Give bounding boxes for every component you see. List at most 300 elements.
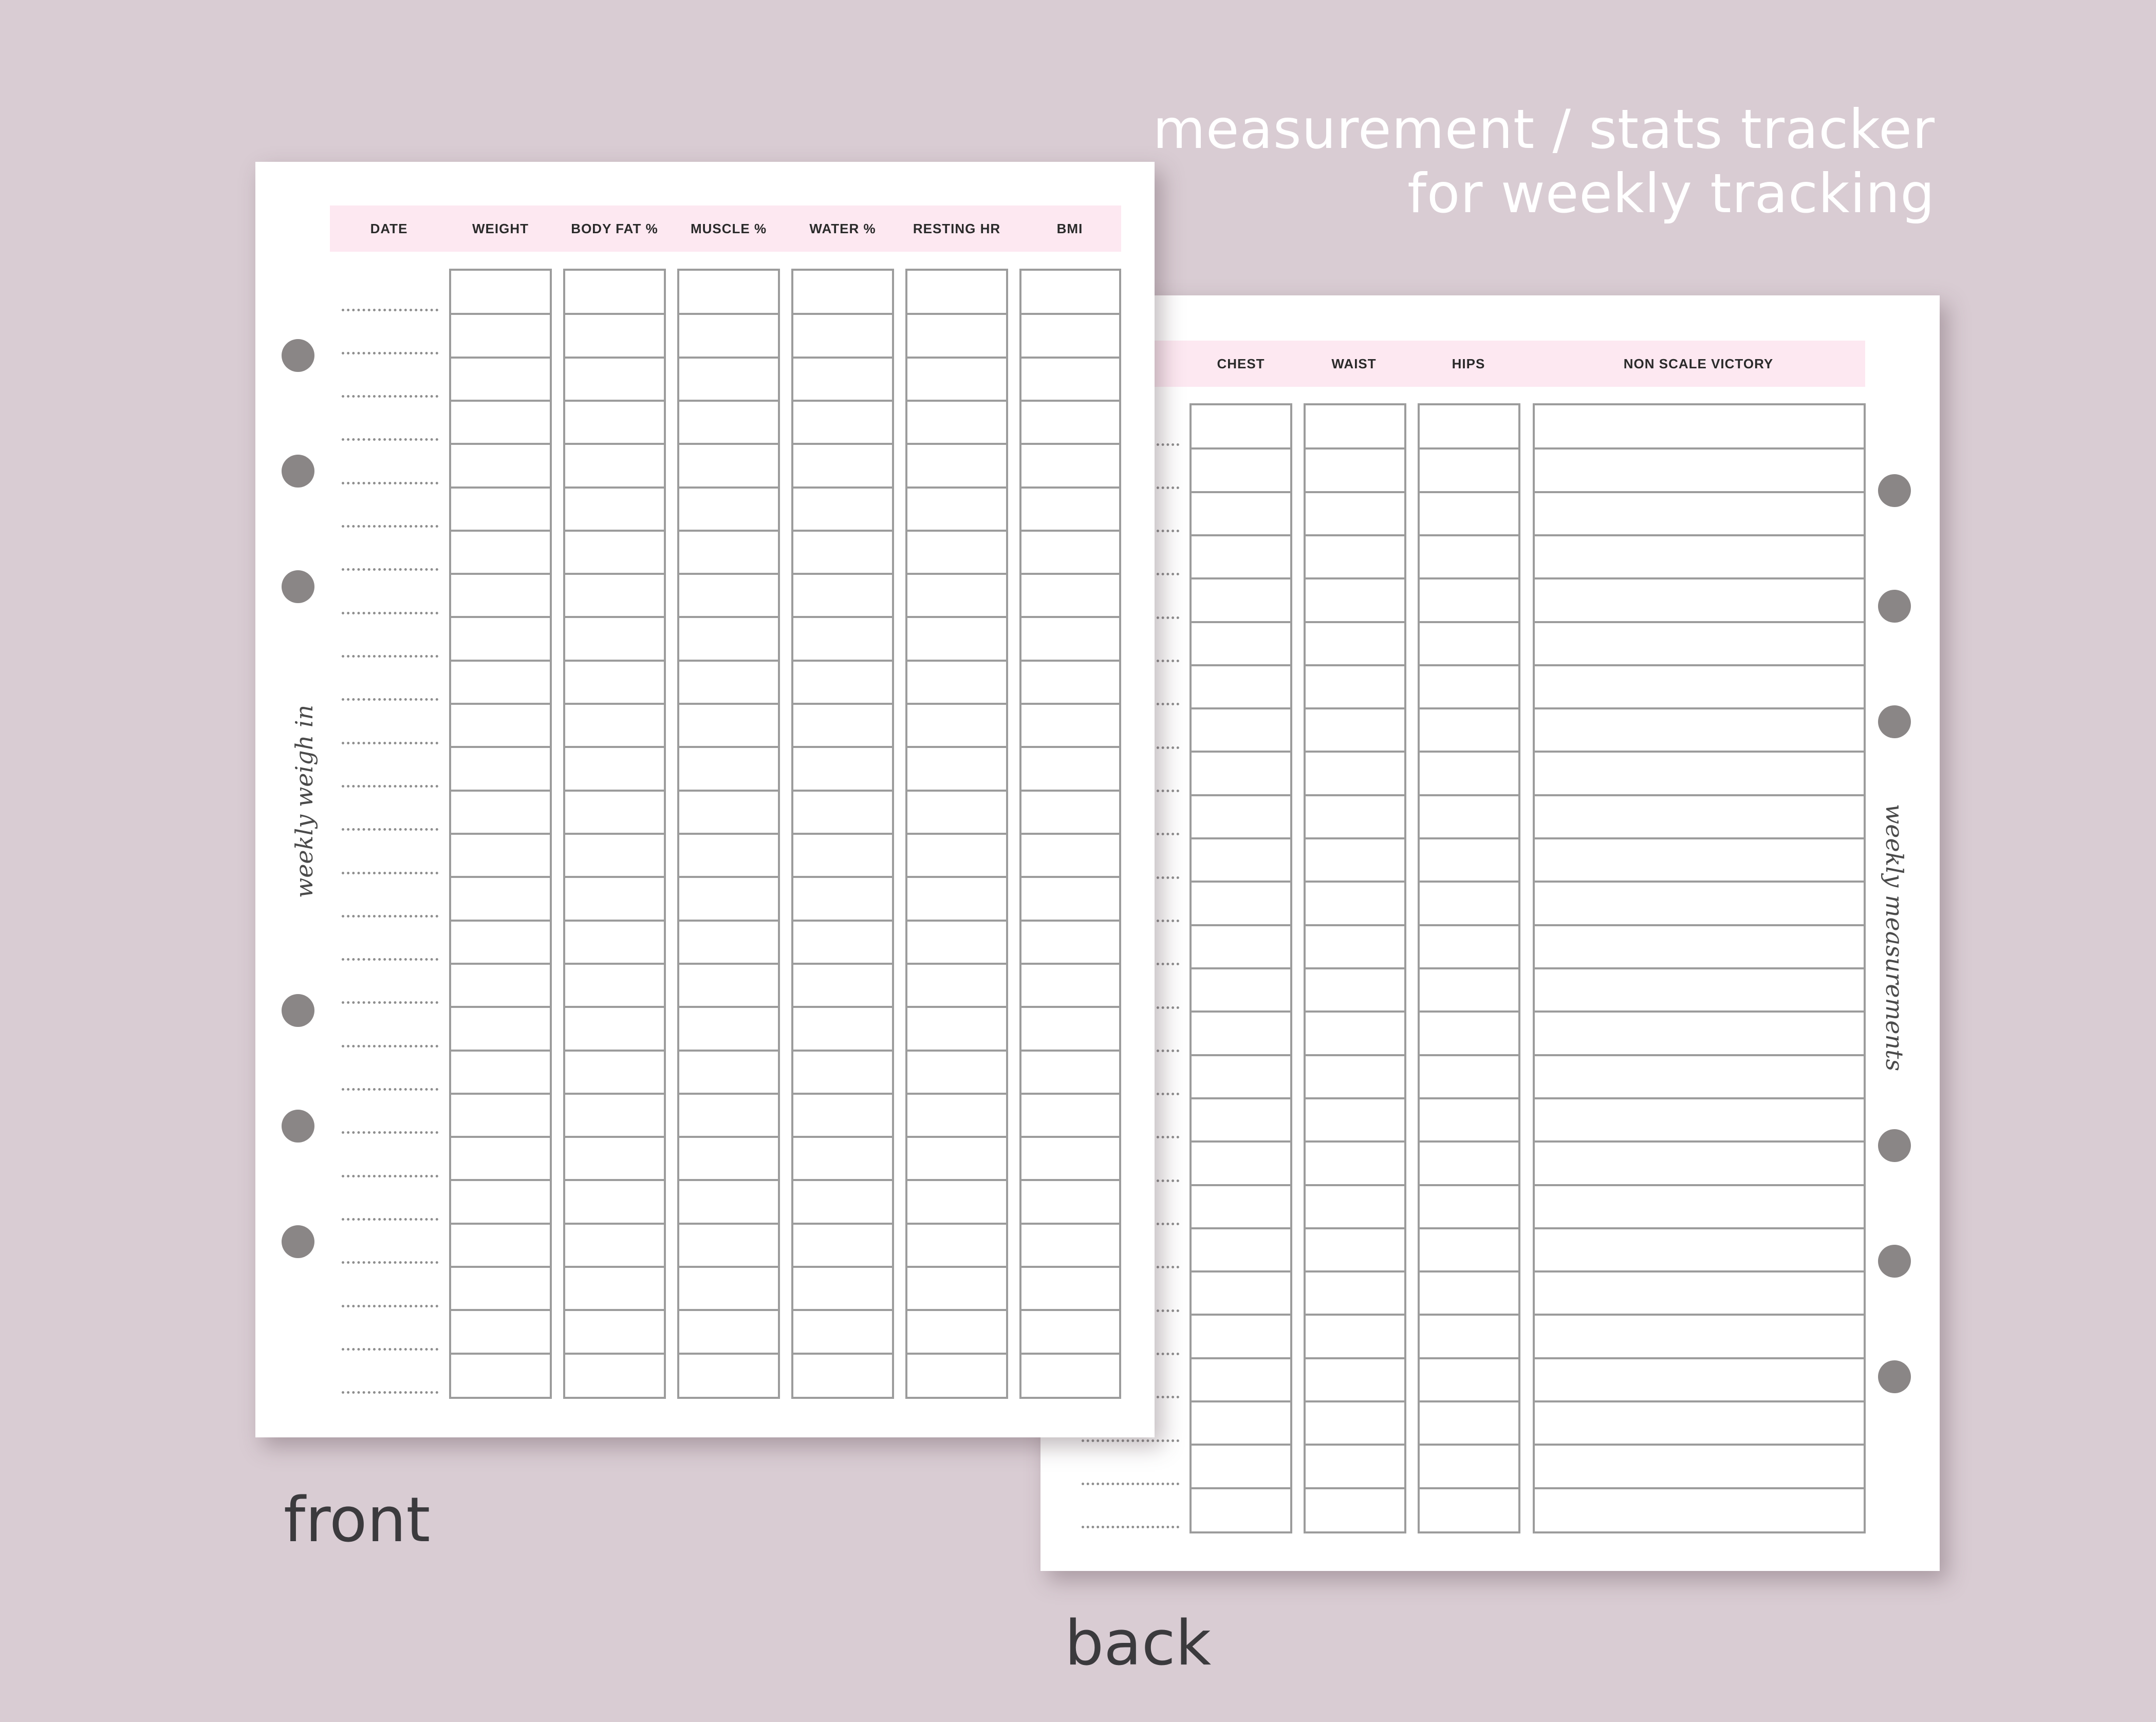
table-row-line (1021, 486, 1119, 489)
table-row-line (679, 1179, 778, 1181)
table-row-line (565, 1309, 664, 1311)
binder-hole (1878, 474, 1911, 507)
table-row-line (1192, 1400, 1290, 1402)
table-row-line (565, 486, 664, 489)
table-row-line (1535, 447, 1864, 450)
table-row-line (1535, 1314, 1864, 1316)
table-row-line (1021, 703, 1119, 705)
table-row-line (793, 1136, 892, 1138)
table-row-line (1306, 924, 1404, 926)
table-row-line (1306, 1097, 1404, 1099)
table-row-line (793, 1266, 892, 1268)
date-dotted-line (342, 612, 438, 614)
table-row-line (793, 616, 892, 618)
table-row-line (451, 400, 550, 402)
table-row-line (1021, 660, 1119, 662)
table-row-line (1535, 1054, 1864, 1056)
table-row-line (1306, 1444, 1404, 1446)
table-row-line (451, 1050, 550, 1052)
table-row-line (1306, 1227, 1404, 1229)
table-row-line (1021, 1353, 1119, 1355)
table-row-line (1192, 1444, 1290, 1446)
table-row-line (451, 1309, 550, 1311)
date-dotted-line (342, 1218, 438, 1221)
table-row-line (907, 1136, 1006, 1138)
table-row-line (1021, 1136, 1119, 1138)
table-row-line (1192, 707, 1290, 709)
table-row-line (679, 1266, 778, 1268)
table-row-line (1535, 1487, 1864, 1489)
back-column-waist (1304, 403, 1406, 1533)
table-row-line (907, 1093, 1006, 1095)
table-row-line (1021, 400, 1119, 402)
table-row-line (1420, 1054, 1518, 1056)
binder-hole (282, 455, 314, 488)
table-row-line (565, 660, 664, 662)
table-row-line (793, 1353, 892, 1355)
table-row-line (679, 1223, 778, 1225)
table-row-line (1306, 534, 1404, 536)
table-row-line (1420, 794, 1518, 796)
table-row-line (565, 1266, 664, 1268)
table-row-line (1021, 833, 1119, 835)
table-row-line (793, 1093, 892, 1095)
back-column-chest (1189, 403, 1292, 1533)
table-row-line (1192, 1010, 1290, 1013)
table-row-line (1535, 1097, 1864, 1099)
table-row-line (565, 1050, 664, 1052)
table-row-line (679, 1309, 778, 1311)
date-dotted-line (342, 1175, 438, 1177)
table-row-line (451, 1266, 550, 1268)
table-row-line (1192, 1270, 1290, 1272)
front-header-band (330, 205, 1121, 252)
table-row-line (451, 1136, 550, 1138)
table-row-line (1192, 491, 1290, 493)
table-row-line (679, 833, 778, 835)
table-row-line (565, 746, 664, 748)
table-row-line (1420, 1227, 1518, 1229)
table-row-line (1535, 1140, 1864, 1143)
table-row-line (907, 1223, 1006, 1225)
table-row-line (1535, 794, 1864, 796)
table-row-line (907, 1006, 1006, 1008)
table-row-line (451, 313, 550, 315)
table-row-line (679, 703, 778, 705)
table-row-line (1420, 1357, 1518, 1359)
date-dotted-line (342, 1001, 438, 1004)
table-row-line (1192, 1054, 1290, 1056)
back-header-non-scale-victory: NON SCALE VICTORY (1623, 356, 1774, 371)
table-row-line (451, 790, 550, 792)
table-row-line (793, 833, 892, 835)
binder-hole (1878, 1245, 1911, 1278)
table-row-line (1420, 1400, 1518, 1402)
date-dotted-line (342, 698, 438, 701)
table-row-line (793, 1050, 892, 1052)
table-row-line (1021, 313, 1119, 315)
table-row-line (451, 963, 550, 965)
binder-hole (282, 1110, 314, 1143)
binder-hole (1878, 1360, 1911, 1393)
table-row-line (679, 790, 778, 792)
table-row-line (907, 790, 1006, 792)
table-row-line (565, 963, 664, 965)
table-row-line (1535, 621, 1864, 623)
front-header-resting-hr: RESTING HR (913, 221, 1001, 236)
table-row-line (1420, 967, 1518, 969)
table-row-line (451, 703, 550, 705)
date-dotted-line (342, 1305, 438, 1307)
date-dotted-line (342, 785, 438, 788)
table-row-line (1420, 1010, 1518, 1013)
table-row-line (565, 1353, 664, 1355)
table-row-line (1021, 963, 1119, 965)
table-row-line (1535, 1357, 1864, 1359)
headline (1153, 98, 1935, 226)
table-row-line (793, 1179, 892, 1181)
table-row-line (1306, 1054, 1404, 1056)
table-row-line (793, 400, 892, 402)
table-row-line (1306, 621, 1404, 623)
table-row-line (1192, 881, 1290, 883)
binder-hole (282, 1225, 314, 1258)
table-row-line (679, 1093, 778, 1095)
front-column-bmi (1019, 269, 1121, 1399)
front-header-weight: WEIGHT (472, 221, 529, 236)
table-row-line (679, 443, 778, 445)
front-caption: front (284, 1485, 431, 1556)
table-row-line (1192, 751, 1290, 753)
table-row-line (565, 1136, 664, 1138)
date-dotted-line (1082, 1526, 1179, 1528)
back-sheet (1040, 295, 1940, 1571)
binder-hole (282, 994, 314, 1027)
table-row-line (907, 1179, 1006, 1181)
table-row-line (679, 920, 778, 922)
table-row-line (1306, 1184, 1404, 1186)
table-row-line (1021, 1266, 1119, 1268)
table-row-line (793, 963, 892, 965)
table-row-line (793, 790, 892, 792)
front-column-resting-hr (905, 269, 1008, 1399)
table-row-line (1535, 707, 1864, 709)
date-dotted-line (342, 438, 438, 441)
table-row-line (907, 313, 1006, 315)
table-row-line (1192, 664, 1290, 666)
table-row-line (1306, 967, 1404, 969)
table-row-line (565, 1179, 664, 1181)
table-row-line (1535, 664, 1864, 666)
table-row-line (793, 746, 892, 748)
table-row-line (793, 530, 892, 532)
table-row-line (793, 703, 892, 705)
table-row-line (1192, 1140, 1290, 1143)
back-header-waist: WAIST (1331, 356, 1377, 371)
table-row-line (1192, 534, 1290, 536)
table-row-line (907, 703, 1006, 705)
table-row-line (793, 1223, 892, 1225)
table-row-line (679, 616, 778, 618)
table-row-line (1192, 924, 1290, 926)
table-row-line (907, 660, 1006, 662)
table-row-line (1420, 1444, 1518, 1446)
table-row-line (565, 530, 664, 532)
table-row-line (1420, 1140, 1518, 1143)
table-row-line (1420, 534, 1518, 536)
table-row-line (1021, 530, 1119, 532)
headline-line2: for weekly tracking (1407, 162, 1935, 225)
table-row-line (793, 660, 892, 662)
table-row-line (1420, 1270, 1518, 1272)
date-dotted-line (342, 309, 438, 311)
table-row-line (1306, 1357, 1404, 1359)
back-side-label: weekly measurements (1881, 803, 1908, 1072)
table-row-line (1420, 1314, 1518, 1316)
table-row-line (679, 963, 778, 965)
table-row-line (1192, 1097, 1290, 1099)
table-row-line (451, 746, 550, 748)
table-row-line (1021, 1050, 1119, 1052)
table-row-line (1306, 1140, 1404, 1143)
date-dotted-line (342, 915, 438, 918)
table-row-line (1535, 751, 1864, 753)
table-row-line (565, 876, 664, 878)
table-row-line (1021, 746, 1119, 748)
table-row-line (907, 357, 1006, 359)
table-row-line (907, 573, 1006, 575)
table-row-line (679, 660, 778, 662)
table-row-line (1420, 751, 1518, 753)
table-row-line (1306, 664, 1404, 666)
table-row-line (679, 357, 778, 359)
table-row-line (793, 920, 892, 922)
table-row-line (1535, 1270, 1864, 1272)
table-row-line (1021, 1309, 1119, 1311)
table-row-line (907, 746, 1006, 748)
table-row-line (679, 313, 778, 315)
date-dotted-line (1082, 1439, 1179, 1442)
table-row-line (565, 1006, 664, 1008)
front-header-water: WATER % (809, 221, 876, 236)
table-row-line (907, 1050, 1006, 1052)
front-side-label: weekly weigh in (290, 704, 318, 899)
back-caption: back (1065, 1608, 1212, 1679)
table-row-line (565, 920, 664, 922)
table-row-line (451, 486, 550, 489)
date-dotted-line (342, 958, 438, 961)
table-row-line (907, 1309, 1006, 1311)
table-row-line (679, 1136, 778, 1138)
table-row-line (1021, 920, 1119, 922)
date-dotted-line (342, 872, 438, 874)
front-column-weight (449, 269, 552, 1399)
table-row-line (565, 443, 664, 445)
table-row-line (565, 1093, 664, 1095)
table-row-line (1192, 1357, 1290, 1359)
headline-line1: measurement / stats tracker (1153, 98, 1935, 161)
binder-hole (1878, 705, 1911, 738)
table-row-line (565, 573, 664, 575)
table-row-line (451, 920, 550, 922)
date-dotted-line (1082, 1483, 1179, 1485)
back-header-band (1040, 341, 1865, 387)
front-header-muscle: MUSCLE % (690, 221, 767, 236)
table-row-line (1535, 577, 1864, 579)
table-row-line (565, 357, 664, 359)
table-row-line (1420, 1097, 1518, 1099)
table-row-line (793, 313, 892, 315)
table-row-line (907, 963, 1006, 965)
table-row-line (1306, 447, 1404, 450)
table-row-line (793, 1309, 892, 1311)
table-row-line (1420, 881, 1518, 883)
table-row-line (1192, 621, 1290, 623)
table-row-line (1535, 1184, 1864, 1186)
table-row-line (451, 1006, 550, 1008)
table-row-line (679, 486, 778, 489)
date-dotted-line (342, 1391, 438, 1394)
table-row-line (907, 1266, 1006, 1268)
table-row-line (793, 486, 892, 489)
date-dotted-line (342, 1131, 438, 1134)
table-row-line (1021, 1093, 1119, 1095)
table-row-line (451, 616, 550, 618)
table-row-line (565, 833, 664, 835)
table-row-line (1021, 1223, 1119, 1225)
table-row-line (1306, 794, 1404, 796)
binder-hole (282, 570, 314, 603)
front-column-water (791, 269, 894, 1399)
table-row-line (451, 357, 550, 359)
table-row-line (1306, 881, 1404, 883)
table-row-line (1420, 707, 1518, 709)
table-row-line (1021, 357, 1119, 359)
binder-hole (1878, 590, 1911, 623)
table-row-line (1306, 1270, 1404, 1272)
table-row-line (907, 486, 1006, 489)
table-row-line (1535, 534, 1864, 536)
table-row-line (1306, 1010, 1404, 1013)
table-row-line (565, 1223, 664, 1225)
table-row-line (1021, 1006, 1119, 1008)
table-row-line (1306, 1314, 1404, 1316)
table-row-line (451, 660, 550, 662)
table-row-line (907, 833, 1006, 835)
table-row-line (679, 1006, 778, 1008)
table-row-line (1192, 1227, 1290, 1229)
table-row-line (1192, 1314, 1290, 1316)
table-row-line (1306, 491, 1404, 493)
back-column-non-scale-victory (1533, 403, 1866, 1533)
table-row-line (1192, 837, 1290, 839)
table-row-line (679, 876, 778, 878)
date-dotted-line (342, 655, 438, 658)
table-row-line (1535, 924, 1864, 926)
front-column-muscle (677, 269, 780, 1399)
table-row-line (451, 1179, 550, 1181)
front-header-bmi: BMI (1056, 221, 1083, 236)
table-row-line (1192, 1487, 1290, 1489)
table-row-line (1420, 491, 1518, 493)
back-column-hips (1418, 403, 1520, 1533)
table-row-line (1535, 837, 1864, 839)
front-column-body-fat (563, 269, 666, 1399)
back-header-hips: HIPS (1452, 356, 1485, 371)
table-row-line (907, 443, 1006, 445)
table-row-line (907, 1353, 1006, 1355)
table-row-line (1535, 491, 1864, 493)
table-row-line (1420, 924, 1518, 926)
table-row-line (451, 876, 550, 878)
table-row-line (1021, 1179, 1119, 1181)
table-row-line (907, 876, 1006, 878)
table-row-line (1420, 1487, 1518, 1489)
binder-hole (282, 339, 314, 372)
date-dotted-line (342, 568, 438, 571)
table-row-line (451, 530, 550, 532)
front-sheet (255, 162, 1155, 1437)
table-row-line (1021, 573, 1119, 575)
table-row-line (451, 443, 550, 445)
table-row-line (1535, 1010, 1864, 1013)
table-row-line (1192, 794, 1290, 796)
table-row-line (451, 573, 550, 575)
back-header-chest: CHEST (1217, 356, 1265, 371)
table-row-line (793, 443, 892, 445)
table-row-line (1021, 443, 1119, 445)
table-row-line (451, 1093, 550, 1095)
date-dotted-line (342, 352, 438, 354)
table-row-line (679, 573, 778, 575)
table-row-line (1420, 664, 1518, 666)
table-row-line (1192, 967, 1290, 969)
table-row-line (1306, 577, 1404, 579)
table-row-line (679, 1353, 778, 1355)
table-row-line (565, 400, 664, 402)
table-row-line (679, 746, 778, 748)
table-row-line (907, 920, 1006, 922)
table-row-line (1306, 1487, 1404, 1489)
table-row-line (451, 833, 550, 835)
table-row-line (451, 1223, 550, 1225)
table-row-line (907, 530, 1006, 532)
table-row-line (1535, 1444, 1864, 1446)
date-dotted-line (342, 1045, 438, 1047)
date-dotted-line (342, 482, 438, 484)
table-row-line (679, 400, 778, 402)
date-dotted-line (342, 1261, 438, 1264)
table-row-line (1535, 1400, 1864, 1402)
table-row-line (565, 790, 664, 792)
date-dotted-line (342, 525, 438, 528)
table-row-line (793, 876, 892, 878)
table-row-line (1021, 876, 1119, 878)
date-dotted-line (342, 742, 438, 744)
table-row-line (451, 1353, 550, 1355)
table-row-line (1306, 837, 1404, 839)
table-row-line (679, 530, 778, 532)
table-row-line (907, 400, 1006, 402)
table-row-line (1420, 837, 1518, 839)
table-row-line (793, 357, 892, 359)
table-row-line (1535, 967, 1864, 969)
table-row-line (1420, 1184, 1518, 1186)
date-dotted-line (342, 395, 438, 398)
table-row-line (1192, 1184, 1290, 1186)
table-row-line (1021, 790, 1119, 792)
date-dotted-line (342, 828, 438, 831)
